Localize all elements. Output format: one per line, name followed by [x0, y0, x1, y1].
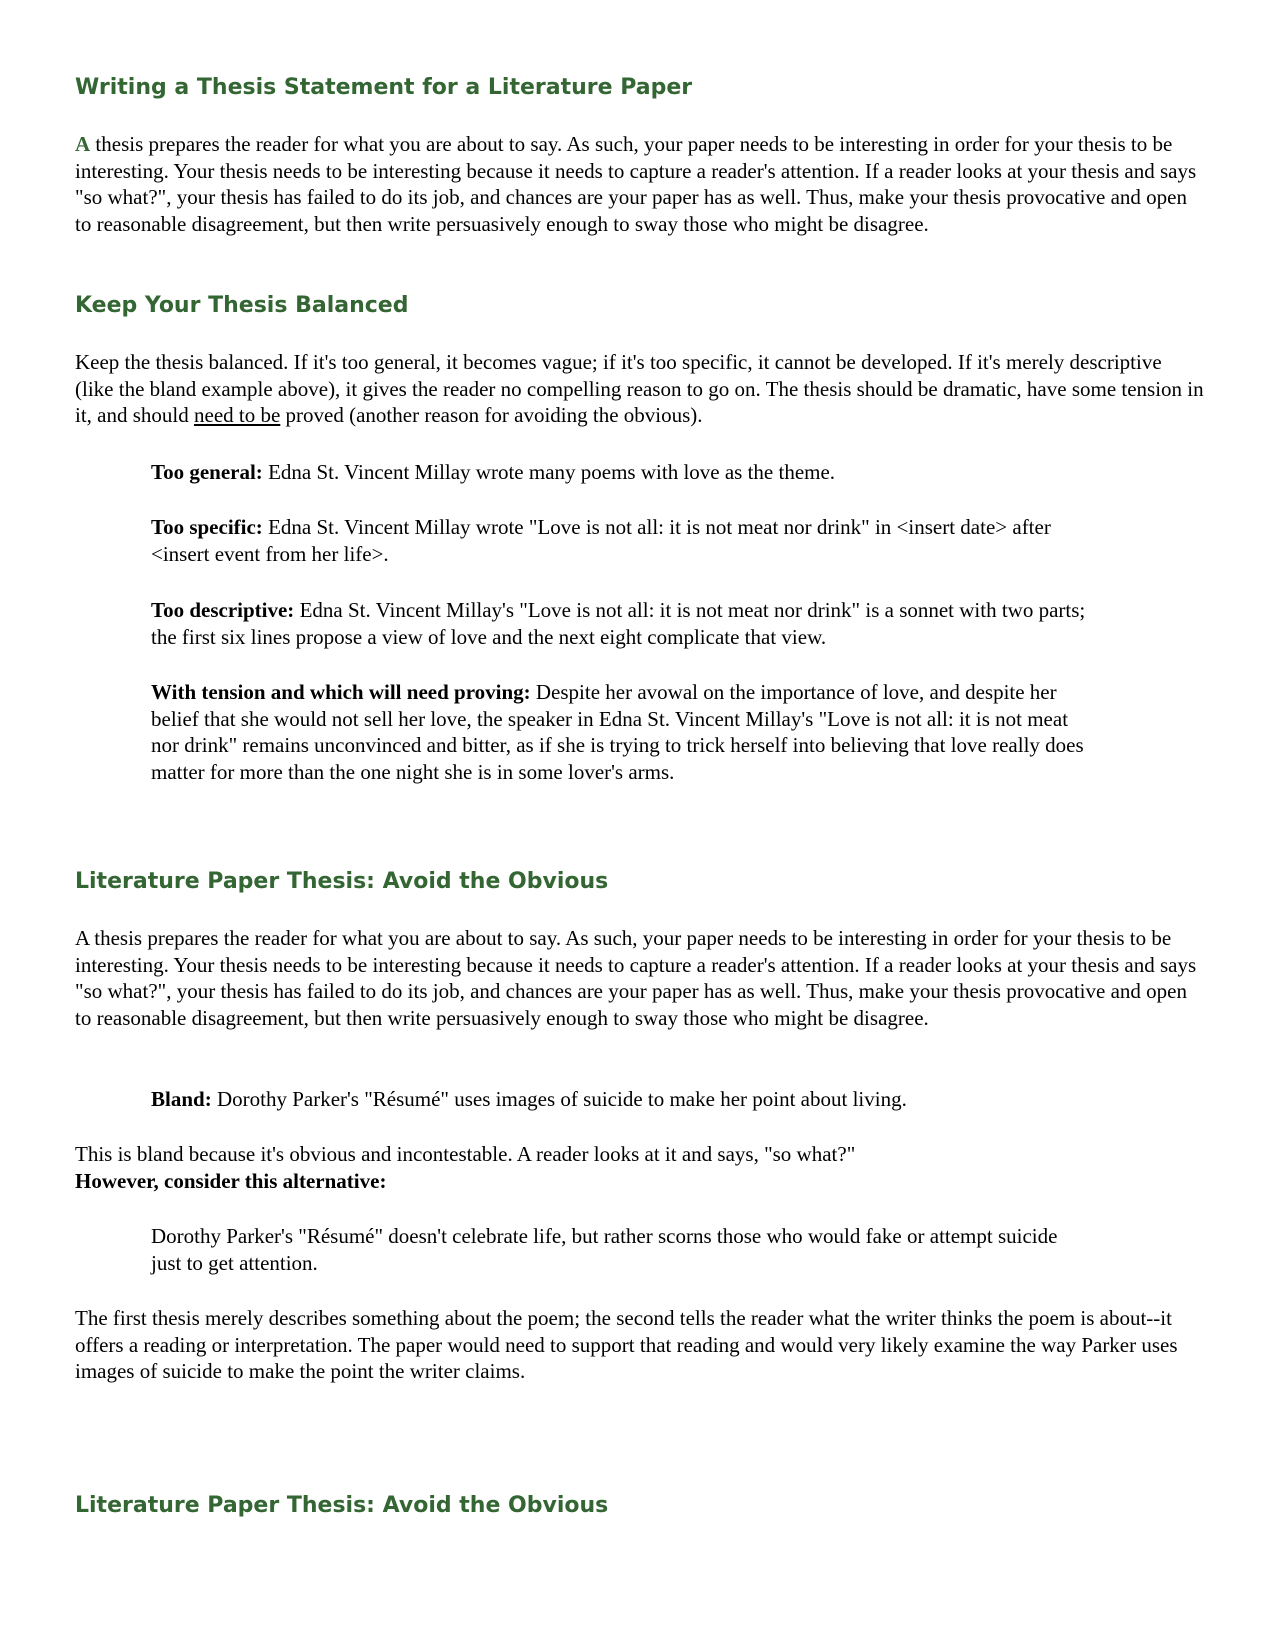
example-text: Dorothy Parker's "Résumé" uses images of suicide to make her point about living.: [211, 1087, 907, 1111]
example-text: Despite her avowal on the importance of love, and despite her belief that she would not sell her love, the speaker in Edna St. Vincent Millay's "Love is not all: it is not meat nor drink" remains unconvinced and bitter, as if she is trying to trick herself into believing that love really does matter for more than the one night she is in some lover's arms.: [151, 680, 1084, 784]
example-with-tension: [151, 679, 1101, 785]
intro-paragraph: [75, 131, 1205, 237]
example-label: Too specific:: [151, 515, 263, 539]
balanced-paragraph: [75, 349, 1205, 429]
example-text: Edna St. Vincent Millay wrote "Love is not all: it is not meat nor drink" in <insert date> after <insert event from her life>.: [151, 515, 1051, 566]
heading-avoid-obvious: Literature Paper Thesis: Avoid the Obvious: [75, 869, 609, 894]
example-too-descriptive: [151, 597, 1111, 650]
drop-cap: A: [75, 132, 91, 156]
alternative-label: However, consider this alternative:: [75, 1168, 387, 1193]
heading-avoid-obvious-repeat: Literature Paper Thesis: Avoid the Obvious: [75, 1493, 609, 1518]
conclusion-paragraph: The first thesis merely describes something about the poem; the second tells the reader what the writer thinks the poem is about--it offers a reading or interpretation. The paper would need to support that reading and would very likely examine the way Parker uses images of suicide to make the point the writer claims.: [75, 1306, 1178, 1384]
intro-paragraph-text: thesis prepares the reader for what you are about to say. As such, your paper needs to be interesting in order for your thesis to be interesting. Your thesis needs to be interesting because it needs to capture a reader's attention. If a reader looks at your thesis and says "so what?", your thesis has failed to do its job, and chances are your paper has as well. Thus, make your thesis provocative and open to reasonable disagreement, but then write persuasively enough to sway those who might be disagree.: [75, 132, 1197, 236]
heading-writing-thesis: Writing a Thesis Statement for a Literature Paper: [75, 75, 693, 100]
example-bland: [151, 1086, 1151, 1113]
example-text: Edna St. Vincent Millay wrote many poems with love as the theme.: [262, 460, 836, 484]
balanced-text-2: proved (another reason for avoiding the obvious).: [280, 403, 703, 428]
balanced-text-1: Keep the thesis balanced. If it's too general, it becomes vague; if it's too specific, it cannot be developed. If it's merely descriptive (like the bland example above), it gives the reader no compelling reason to go on. The thesis should be dramatic, have some tension in it, and should: [75, 350, 1204, 428]
heading-keep-balanced: Keep Your Thesis Balanced: [75, 293, 409, 318]
example-label: Bland:: [151, 1087, 212, 1111]
example-label: Too general:: [151, 460, 263, 484]
avoid-obvious-paragraph: A thesis prepares the reader for what you are about to say. As such, your paper needs to be interesting in order for your thesis to be interesting. Your thesis needs to be interesting because it needs to capture a reader's attention. If a reader looks at your thesis and says "so what?", your thesis has failed to do its job, and chances are your paper has as well. Thus, make your thesis provocative and open to reasonable disagreement, but then write persuasively enough to sway those who might be disagree.: [75, 926, 1197, 1030]
example-label: Too descriptive:: [151, 598, 295, 622]
underlined-phrase: need to be: [194, 403, 281, 428]
example-too-specific: [151, 514, 1081, 567]
bland-comment: [75, 1141, 1205, 1194]
example-too-general: [151, 459, 1151, 486]
example-label: With tension and which will need proving:: [151, 680, 531, 704]
bland-comment-text: This is bland because it's obvious and incontestable. A reader looks at it and says, "so what?": [75, 1142, 856, 1166]
example-text: Edna St. Vincent Millay's "Love is not all: it is not meat nor drink" is a sonnet with two parts; the first six lines propose a view of love and the next eight complicate that view.: [151, 598, 1086, 649]
example-alternative: Dorothy Parker's "Résumé" doesn't celebrate life, but rather scorns those who would fake or attempt suicide just to get attention.: [151, 1224, 1058, 1275]
